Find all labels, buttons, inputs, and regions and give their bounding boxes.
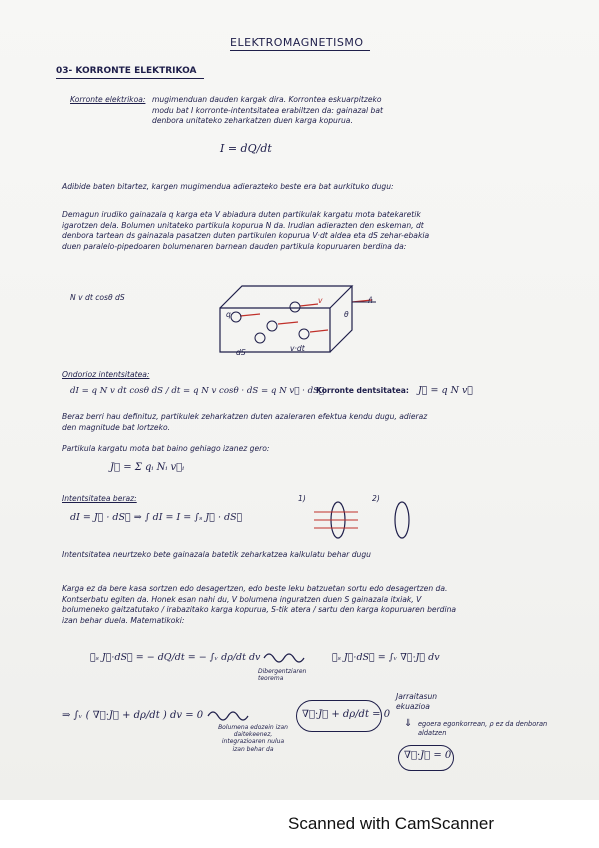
wavy-arrow-icon-2 (206, 708, 250, 722)
figure-ndt-label: N v dt cosθ dS (70, 293, 125, 302)
page-title: ELEKTROMAGNETISMO (230, 36, 364, 49)
paragraph-definition: Beraz berri hau definituz, partikulek zeharkatzen duten azaleraren efektua kendu dugu, adieraz den magnitude bat lortzeko. (62, 412, 428, 432)
loop-figures (300, 498, 440, 542)
current-label: Ondorioz intentsitatea: (62, 370, 150, 379)
continuity-lhs: ∮ₛ J⃗·dS⃗ = − dQ/dt = − ∫ᵥ dρ/dt dv (90, 652, 261, 663)
intensity-formula: dI = J⃗ · dS⃗ ⇒ ∫ dI = I = ∫ₛ J⃗ · dS⃗ (70, 512, 243, 523)
current-formula: dI = q N v dt cosθ dS / dt = q N v cosθ · dS = q N v⃗ · dS⃗ (70, 386, 325, 396)
figure-theta-label: θ (344, 310, 349, 319)
paragraph-setup: Demagun irudiko gainazala q karga eta V abiadura duten partikulak kargatu mota batekaretik igarotzen dela. Bolumen unitateko partikula kopurua N da. Irudian adierazten den eskeman, dt denbora tartean ds gainazala pasatzen duten partikulen kopurua V·dt aldea eta dS zehar-ebakia duen paralelo-pipedoaren bolumenaren barnean dauden partikula kopuruaren berdina da: (62, 210, 430, 251)
volume-note: Bolumena edozein izan daitekeenez, integrazioaren nulua izan behar da (218, 724, 288, 753)
sum-formula: J⃗ = Σ qᵢ Nᵢ v⃗ᵢ (110, 462, 185, 473)
intensity-label: Intentsitatea beraz: (62, 494, 137, 503)
paragraph-multiple: Partikula kargatu mota bat baino gehiago izanez gero: (62, 444, 270, 453)
continuity-equation-label: Jarraitasun ekuazioa (396, 692, 438, 711)
figure-normal-label: n̂ (368, 296, 373, 305)
figure-ds-label: dS (236, 348, 246, 357)
section-underline (56, 78, 204, 79)
steady-state-note: egoera egonkorrean, ρ ez da denboran aldatzen (418, 720, 548, 737)
intro-formula: I = dQ/dt (220, 142, 272, 155)
title-underline (230, 50, 370, 51)
figure-1-label: 1) (298, 494, 306, 503)
final-integral: ⇒ ∫ᵥ ( ∇⃗·J⃗ + dρ/dt ) dv = 0 (62, 710, 204, 721)
figure-v-label: v (318, 296, 323, 305)
figure-2-label: 2) (372, 494, 380, 503)
figure-vdt-label: v·dt (290, 344, 305, 353)
scanner-watermark: Scanned with CamScanner (288, 814, 495, 833)
section-heading: 03- KORRONTE ELEKTRIKOA (56, 66, 197, 76)
intro-label: Korronte elektrikoa: (70, 95, 146, 104)
current-density-formula: J⃗ = q N v⃗ (418, 385, 474, 396)
continuity-rhs: ∮ₛ J⃗·dS⃗ = ∫ᵥ ∇⃗·J⃗ dv (332, 652, 440, 663)
down-arrow-icon: ⇓ (404, 718, 413, 729)
steady-equation: ∇⃗·J⃗ = 0 (404, 750, 452, 761)
figure-charge-label: q (226, 310, 231, 319)
intro-text: mugimenduan dauden kargak dira. Korrontea eskuarpitzeko modu bat I korronte-intentsitatea erabiltzen da: gainazal bat denbora unitateko zeharkatzen duen karga kopurua. (152, 95, 383, 126)
divergence-note: Dibergentziaren teorema (258, 668, 307, 682)
paragraph-measure: Intentsitatea neurtzeko bete gainazala batetik zeharkatzea kalkulatu behar dugu (62, 550, 371, 559)
wavy-arrow-icon (262, 650, 306, 664)
current-density-label: Korronte dentsitatea: (316, 386, 409, 395)
paragraph-conservation: Karga ez da bere kasa sortzen edo desagertzen, edo beste leku batzuetan sortu edo desagertzen da. Kontserbatu egiten da. Honek esan nahi du, V bolumena inguratzen duen S gainazala itxiak, V bolumeneko gaitzatutako / irabazitako karga kopurua, S-tik atera / sartu den karga kopuruaren berdina izan behar duela. Matematikoki: (62, 584, 457, 625)
paragraph-example: Adibide baten bitartez, kargen mugimendua adierazteko beste era bat aurkituko dugu: (62, 182, 394, 191)
continuity-equation: ∇⃗·J⃗ + dρ/dt = 0 (302, 709, 391, 720)
